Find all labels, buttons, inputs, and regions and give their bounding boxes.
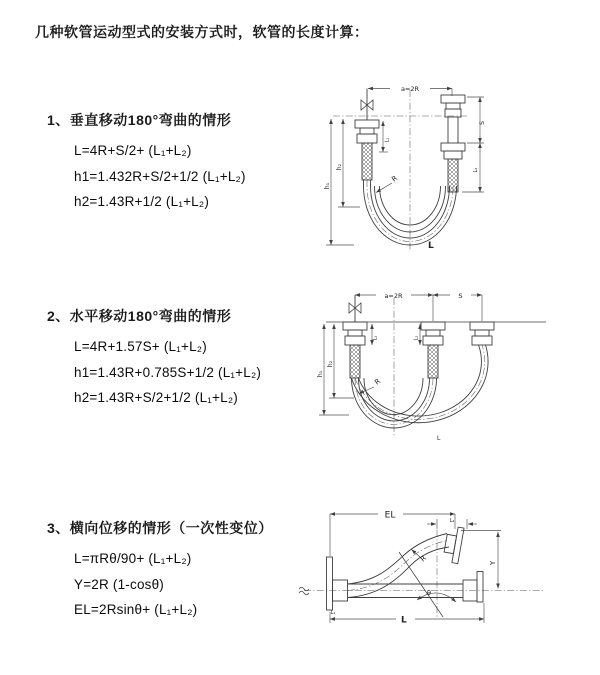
label-l2: L₂ xyxy=(449,518,455,524)
label-y: Y xyxy=(489,560,497,566)
label-l1: L₁ xyxy=(330,610,336,616)
angle-construction-line xyxy=(399,552,443,617)
hose-centerline xyxy=(348,541,448,591)
label-l: L xyxy=(401,615,407,626)
hose-assembly xyxy=(326,295,546,428)
label-r: R xyxy=(390,174,400,184)
label-el: EL xyxy=(384,510,396,521)
fitting-middle xyxy=(421,322,445,378)
dimension-lines xyxy=(319,295,482,415)
formula-line: h1=1.432R+S/2+1/2 (L₁+L₂) xyxy=(74,168,246,184)
flange-upper-moved xyxy=(443,525,465,563)
fitting-right xyxy=(441,95,465,192)
formula-line: L=πRθ/90+ (L₁+L₂) xyxy=(74,551,192,566)
formula-line: Y=2R (1-cosθ) xyxy=(74,576,165,592)
break-mark-icon xyxy=(299,591,309,595)
formula-line: h2=1.43R+S/2+1/2 (L₁+L₂) xyxy=(74,390,238,405)
page-title: 几种软管运动型式的安装方式时，软管的长度计算： xyxy=(35,24,369,40)
label-l: L xyxy=(428,241,434,251)
radius-leader xyxy=(376,183,392,193)
flange-left xyxy=(327,557,348,610)
braid-section xyxy=(428,345,438,378)
fitting-left xyxy=(343,322,367,378)
label-l: L xyxy=(437,435,441,442)
section-heading: 2、水平移动180°弯曲的情形 xyxy=(47,308,232,324)
label-r: R xyxy=(373,377,383,387)
diagram-vertical-180-bend xyxy=(315,78,560,256)
formula-line: EL=2Rsinθ+ (L₁+L₂) xyxy=(74,602,198,617)
hose-curves xyxy=(352,345,489,428)
section-lateral-displacement xyxy=(47,518,273,623)
label-s: S xyxy=(479,121,486,125)
section-heading: 1、垂直移动180°弯曲的情形 xyxy=(47,112,232,128)
label-theta: θ xyxy=(427,589,431,597)
braid-section xyxy=(350,345,360,378)
label-h2: h₂ xyxy=(327,360,334,368)
formula-line: h2=1.43R+1/2 (L₁+L₂) xyxy=(74,194,210,209)
dimension-lines xyxy=(330,514,501,623)
label-a2r: a=2R xyxy=(384,291,403,300)
flange-right xyxy=(463,572,483,603)
label-s: S xyxy=(458,291,463,300)
diagram-horizontal-180-bend xyxy=(310,283,600,445)
section-heading: 3、横向位移的情形（一次性变位） xyxy=(47,520,273,536)
label-h1: h₁ xyxy=(317,370,324,378)
formula-line: L=4R+S/2+ (L₁+L₂) xyxy=(74,143,192,158)
diagram-lateral-displacement xyxy=(298,503,592,651)
label-h2: h₂ xyxy=(336,163,343,171)
section-horizontal-movement xyxy=(47,306,261,411)
label-l2: L₂ xyxy=(473,167,479,173)
label-a2r: a=2R xyxy=(400,85,420,93)
dimension-lines xyxy=(326,89,484,246)
formula-line: L=4R+1.57S+ (L₁+L₂) xyxy=(74,339,207,354)
radius-leader xyxy=(412,550,421,558)
label-r: R xyxy=(418,554,428,564)
centerlines xyxy=(304,530,543,617)
formula-line: h1=1.43R+0.785S+1/2 (L₁+L₂) xyxy=(74,364,262,380)
fitting-right-moved xyxy=(470,322,494,345)
label-l2: L₂ xyxy=(413,335,420,341)
fitting-left xyxy=(355,120,379,180)
hose-assembly xyxy=(299,525,483,617)
section-vertical-movement xyxy=(47,110,246,215)
label-h1: h₁ xyxy=(324,182,331,190)
braid-section xyxy=(362,143,372,180)
label-l1: L₁ xyxy=(372,335,379,341)
label-l1: L₁ xyxy=(384,137,391,143)
